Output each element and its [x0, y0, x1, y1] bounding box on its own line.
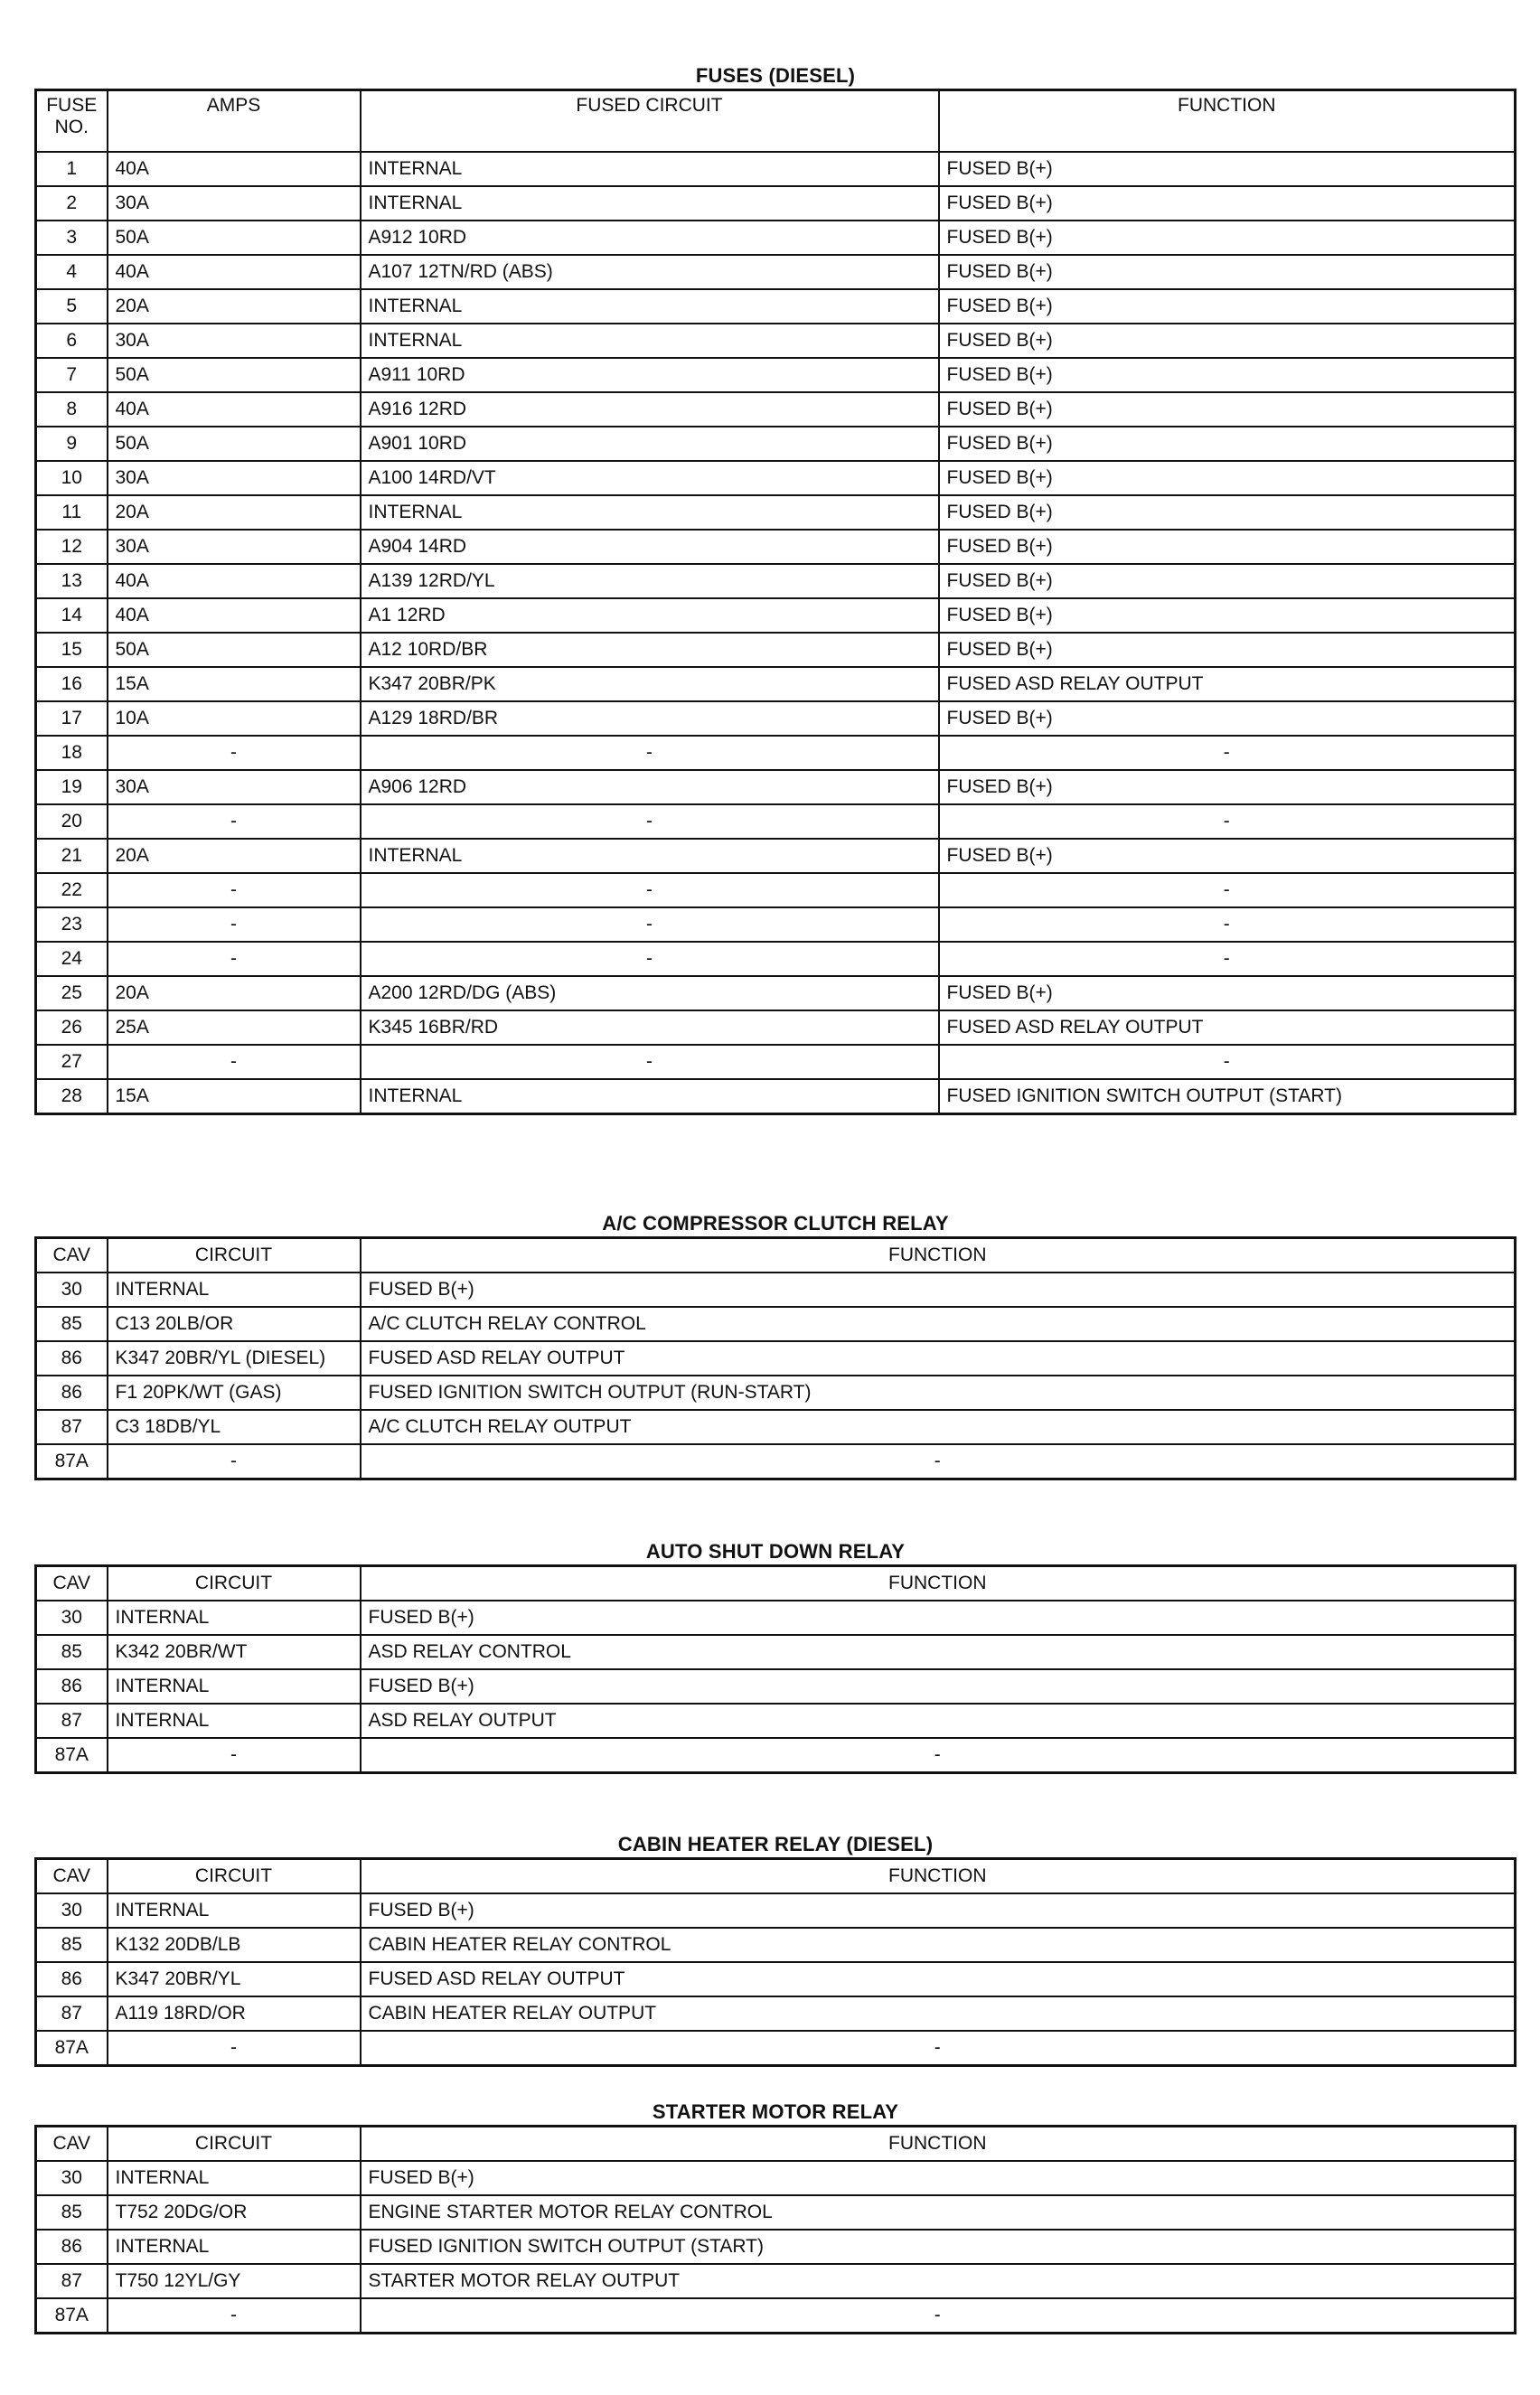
table-cell: ASD RELAY CONTROL — [361, 1635, 1516, 1669]
table-row — [36, 1444, 1516, 1479]
asd-relay-body — [36, 1601, 1516, 1773]
table-cell: FUSED B(+) — [939, 564, 1516, 598]
table-cell: 7 — [36, 358, 108, 392]
table-cell: - — [361, 942, 939, 976]
table-cell: 50A — [108, 221, 361, 255]
table-cell: FUSED ASD RELAY OUTPUT — [361, 1962, 1516, 1996]
ac-relay-section — [34, 1211, 1517, 1480]
table-cell: 20A — [108, 839, 361, 873]
table-cell: 87 — [36, 1410, 108, 1444]
table-cell: 40A — [108, 392, 361, 427]
table-cell: 86 — [36, 2230, 108, 2264]
table-cell: A901 10RD — [361, 427, 939, 461]
table-cell: INTERNAL — [108, 2230, 361, 2264]
header-function: FUNCTION — [361, 1238, 1516, 1273]
table-cell: FUSED B(+) — [939, 598, 1516, 633]
table-cell: 30 — [36, 2161, 108, 2195]
table-cell: K347 20BR/YL — [108, 1962, 361, 1996]
table-row — [36, 1410, 1516, 1444]
table-row — [36, 1704, 1516, 1738]
table-row — [36, 839, 1516, 873]
table-cell: 30A — [108, 530, 361, 564]
table-cell: 30A — [108, 770, 361, 804]
table-cell: K347 20BR/PK — [361, 667, 939, 701]
table-cell: INTERNAL — [361, 152, 939, 186]
table-row — [36, 667, 1516, 701]
table-cell: - — [361, 736, 939, 770]
table-cell: A/C CLUTCH RELAY CONTROL — [361, 1307, 1516, 1341]
table-cell: 85 — [36, 1307, 108, 1341]
starter-relay-section — [34, 2099, 1517, 2334]
table-cell: 87A — [36, 2298, 108, 2334]
table-cell: 40A — [108, 255, 361, 289]
table-cell: FUSED B(+) — [939, 701, 1516, 736]
table-cell: 85 — [36, 1635, 108, 1669]
table-cell: FUSED B(+) — [361, 1669, 1516, 1704]
table-cell: T750 12YL/GY — [108, 2264, 361, 2298]
table-row — [36, 255, 1516, 289]
header-function: FUNCTION — [361, 1566, 1516, 1601]
asd-relay-title: AUTO SHUT DOWN RELAY — [645, 1540, 906, 1563]
table-cell: 85 — [36, 1928, 108, 1962]
table-cell: 16 — [36, 667, 108, 701]
table-cell: 87 — [36, 1996, 108, 2031]
table-cell: 30 — [36, 1273, 108, 1307]
table-row — [36, 1601, 1516, 1635]
table-cell: INTERNAL — [108, 1893, 361, 1928]
table-cell: - — [361, 2298, 1516, 2334]
header-function: FUNCTION — [361, 1859, 1516, 1894]
table-cell: FUSED B(+) — [939, 289, 1516, 324]
table-row — [36, 1079, 1516, 1114]
table-cell: FUSED B(+) — [361, 1601, 1516, 1635]
table-cell: A1 12RD — [361, 598, 939, 633]
table-row — [36, 2230, 1516, 2264]
table-cell: 15A — [108, 1079, 361, 1114]
table-cell: - — [108, 736, 361, 770]
cabin-relay-title: CABIN HEATER RELAY (DIESEL) — [617, 1833, 934, 1855]
asd-relay-section — [34, 1539, 1517, 1774]
table-row — [36, 736, 1516, 770]
table-cell: CABIN HEATER RELAY CONTROL — [361, 1928, 1516, 1962]
starter-relay-title: STARTER MOTOR RELAY — [652, 2100, 899, 2123]
header-fuse-no: FUSE NO. — [36, 90, 108, 153]
table-row — [36, 564, 1516, 598]
table-row — [36, 976, 1516, 1010]
table-cell: 27 — [36, 1045, 108, 1079]
table-row — [36, 2195, 1516, 2230]
table-cell: 30 — [36, 1893, 108, 1928]
table-cell: INTERNAL — [361, 495, 939, 530]
table-cell: FUSED B(+) — [939, 186, 1516, 221]
header-function: FUNCTION — [361, 2127, 1516, 2162]
table-row — [36, 1962, 1516, 1996]
table-cell: 5 — [36, 289, 108, 324]
table-cell: - — [939, 907, 1516, 942]
table-row — [36, 1010, 1516, 1045]
table-cell: 30A — [108, 461, 361, 495]
table-cell: K347 20BR/YL (DIESEL) — [108, 1341, 361, 1376]
table-row — [36, 1635, 1516, 1669]
cabin-relay-section — [34, 1832, 1517, 2067]
table-cell: A911 10RD — [361, 358, 939, 392]
table-cell: - — [108, 873, 361, 907]
table-cell: 30A — [108, 186, 361, 221]
table-cell: 87A — [36, 2031, 108, 2066]
table-row — [36, 221, 1516, 255]
table-cell: 11 — [36, 495, 108, 530]
table-cell: INTERNAL — [361, 1079, 939, 1114]
table-cell: FUSED B(+) — [939, 255, 1516, 289]
table-cell: - — [361, 1444, 1516, 1479]
table-cell: 50A — [108, 358, 361, 392]
table-cell: FUSED B(+) — [939, 839, 1516, 873]
table-cell: 87A — [36, 1738, 108, 1773]
header-cav: CAV — [36, 1566, 108, 1601]
table-cell: INTERNAL — [108, 1601, 361, 1635]
table-row — [36, 2031, 1516, 2066]
table-cell: 8 — [36, 392, 108, 427]
header-circuit: CIRCUIT — [108, 1859, 361, 1894]
table-row — [36, 1376, 1516, 1410]
table-cell: 20A — [108, 289, 361, 324]
table-cell: 25 — [36, 976, 108, 1010]
table-cell: - — [108, 942, 361, 976]
table-row — [36, 495, 1516, 530]
table-row — [36, 1669, 1516, 1704]
table-cell: 9 — [36, 427, 108, 461]
table-cell: - — [939, 736, 1516, 770]
table-cell: INTERNAL — [108, 1669, 361, 1704]
table-cell: - — [361, 1738, 1516, 1773]
table-cell: FUSED B(+) — [939, 221, 1516, 255]
table-row — [36, 1045, 1516, 1079]
asd-relay-table — [34, 1564, 1517, 1774]
table-cell: 23 — [36, 907, 108, 942]
table-cell: 20 — [36, 804, 108, 839]
table-cell: FUSED B(+) — [939, 461, 1516, 495]
table-row — [36, 530, 1516, 564]
table-row — [36, 804, 1516, 839]
table-cell: 87 — [36, 1704, 108, 1738]
header-cav: CAV — [36, 1859, 108, 1894]
table-cell: - — [939, 804, 1516, 839]
table-cell: - — [361, 1045, 939, 1079]
table-cell: 1 — [36, 152, 108, 186]
fuses-body — [36, 152, 1516, 1114]
table-cell: 87 — [36, 2264, 108, 2298]
table-cell: 30A — [108, 324, 361, 358]
table-cell: A200 12RD/DG (ABS) — [361, 976, 939, 1010]
table-cell: A100 14RD/VT — [361, 461, 939, 495]
header-cav: CAV — [36, 2127, 108, 2162]
table-cell: FUSED IGNITION SWITCH OUTPUT (START) — [939, 1079, 1516, 1114]
table-cell: - — [108, 907, 361, 942]
table-cell: - — [108, 1444, 361, 1479]
table-row — [36, 1273, 1516, 1307]
table-cell: 26 — [36, 1010, 108, 1045]
table-cell: A904 14RD — [361, 530, 939, 564]
table-cell: 86 — [36, 1376, 108, 1410]
table-cell: 3 — [36, 221, 108, 255]
table-cell: C13 20LB/OR — [108, 1307, 361, 1341]
table-cell: FUSED IGNITION SWITCH OUTPUT (RUN-START) — [361, 1376, 1516, 1410]
table-cell: 20A — [108, 495, 361, 530]
table-row — [36, 907, 1516, 942]
table-row — [36, 186, 1516, 221]
table-cell: FUSED B(+) — [939, 358, 1516, 392]
table-row — [36, 289, 1516, 324]
table-cell: T752 20DG/OR — [108, 2195, 361, 2230]
table-cell: 85 — [36, 2195, 108, 2230]
table-row — [36, 770, 1516, 804]
table-row — [36, 2298, 1516, 2334]
table-cell: INTERNAL — [361, 324, 939, 358]
table-cell: 21 — [36, 839, 108, 873]
table-cell: FUSED B(+) — [939, 427, 1516, 461]
header-cav: CAV — [36, 1238, 108, 1273]
header-fused-circuit: FUSED CIRCUIT — [361, 90, 939, 153]
table-row — [36, 942, 1516, 976]
table-row — [36, 1893, 1516, 1928]
table-cell: FUSED ASD RELAY OUTPUT — [939, 1010, 1516, 1045]
table-cell: - — [108, 2298, 361, 2334]
table-cell: FUSED B(+) — [939, 392, 1516, 427]
table-cell: FUSED B(+) — [939, 152, 1516, 186]
table-row — [36, 1341, 1516, 1376]
table-cell: 2 — [36, 186, 108, 221]
table-cell: 86 — [36, 1669, 108, 1704]
header-circuit: CIRCUIT — [108, 1238, 361, 1273]
table-row — [36, 633, 1516, 667]
table-cell: A107 12TN/RD (ABS) — [361, 255, 939, 289]
table-row — [36, 701, 1516, 736]
table-cell: - — [939, 1045, 1516, 1079]
ac-relay-table — [34, 1236, 1517, 1480]
table-cell: INTERNAL — [361, 289, 939, 324]
table-cell: 10 — [36, 461, 108, 495]
table-cell: 50A — [108, 633, 361, 667]
table-cell: - — [361, 2031, 1516, 2066]
table-cell: FUSED ASD RELAY OUTPUT — [939, 667, 1516, 701]
table-row — [36, 358, 1516, 392]
table-cell: 40A — [108, 598, 361, 633]
ac-relay-title: A/C COMPRESSOR CLUTCH RELAY — [602, 1212, 949, 1235]
table-cell: - — [939, 942, 1516, 976]
ac-relay-body — [36, 1273, 1516, 1479]
table-cell: 12 — [36, 530, 108, 564]
table-cell: 24 — [36, 942, 108, 976]
table-cell: FUSED B(+) — [939, 633, 1516, 667]
table-cell: 15A — [108, 667, 361, 701]
table-cell: - — [108, 1738, 361, 1773]
table-cell: 87A — [36, 1444, 108, 1479]
table-cell: 18 — [36, 736, 108, 770]
table-cell: - — [939, 873, 1516, 907]
table-cell: 6 — [36, 324, 108, 358]
table-cell: 19 — [36, 770, 108, 804]
table-cell: 17 — [36, 701, 108, 736]
table-cell: A/C CLUTCH RELAY OUTPUT — [361, 1410, 1516, 1444]
table-cell: A129 18RD/BR — [361, 701, 939, 736]
table-row — [36, 1996, 1516, 2031]
fuses-table — [34, 89, 1517, 1115]
cabin-relay-body — [36, 1893, 1516, 2066]
table-cell: A906 12RD — [361, 770, 939, 804]
table-cell: INTERNAL — [108, 1273, 361, 1307]
table-cell: 86 — [36, 1962, 108, 1996]
table-row — [36, 2264, 1516, 2298]
table-cell: 14 — [36, 598, 108, 633]
cabin-relay-table — [34, 1857, 1517, 2067]
table-cell: - — [108, 804, 361, 839]
table-cell: 4 — [36, 255, 108, 289]
table-cell: INTERNAL — [108, 2161, 361, 2195]
table-row — [36, 392, 1516, 427]
table-cell: FUSED IGNITION SWITCH OUTPUT (START) — [361, 2230, 1516, 2264]
table-cell: INTERNAL — [361, 186, 939, 221]
table-row — [36, 1307, 1516, 1341]
table-row — [36, 324, 1516, 358]
header-circuit: CIRCUIT — [108, 2127, 361, 2162]
table-cell: 22 — [36, 873, 108, 907]
table-cell: FUSED B(+) — [939, 324, 1516, 358]
table-cell: 15 — [36, 633, 108, 667]
table-cell: FUSED B(+) — [361, 1893, 1516, 1928]
table-cell: K132 20DB/LB — [108, 1928, 361, 1962]
header-amps: AMPS — [108, 90, 361, 153]
table-cell: A119 18RD/OR — [108, 1996, 361, 2031]
table-cell: INTERNAL — [108, 1704, 361, 1738]
table-cell: - — [361, 907, 939, 942]
starter-relay-body — [36, 2161, 1516, 2334]
table-cell: ASD RELAY OUTPUT — [361, 1704, 1516, 1738]
table-cell: FUSED B(+) — [361, 2161, 1516, 2195]
table-cell: 13 — [36, 564, 108, 598]
table-cell: STARTER MOTOR RELAY OUTPUT — [361, 2264, 1516, 2298]
table-row — [36, 2161, 1516, 2195]
table-cell: 20A — [108, 976, 361, 1010]
table-cell: INTERNAL — [361, 839, 939, 873]
fuses-section — [34, 63, 1517, 1115]
table-cell: 28 — [36, 1079, 108, 1114]
table-cell: A916 12RD — [361, 392, 939, 427]
table-cell: K345 16BR/RD — [361, 1010, 939, 1045]
table-cell: ENGINE STARTER MOTOR RELAY CONTROL — [361, 2195, 1516, 2230]
table-cell: 40A — [108, 564, 361, 598]
table-cell: FUSED ASD RELAY OUTPUT — [361, 1341, 1516, 1376]
header-function: FUNCTION — [939, 90, 1516, 153]
table-row — [36, 152, 1516, 186]
table-cell: K342 20BR/WT — [108, 1635, 361, 1669]
table-cell: FUSED B(+) — [939, 495, 1516, 530]
table-cell: - — [361, 804, 939, 839]
table-cell: 30 — [36, 1601, 108, 1635]
table-cell: A139 12RD/YL — [361, 564, 939, 598]
table-row — [36, 1738, 1516, 1773]
table-cell: F1 20PK/WT (GAS) — [108, 1376, 361, 1410]
table-row — [36, 427, 1516, 461]
starter-relay-table — [34, 2125, 1517, 2334]
table-cell: - — [108, 1045, 361, 1079]
table-cell: FUSED B(+) — [939, 530, 1516, 564]
table-row — [36, 873, 1516, 907]
header-circuit: CIRCUIT — [108, 1566, 361, 1601]
fuses-title: FUSES (DIESEL) — [695, 64, 856, 87]
table-cell: FUSED B(+) — [361, 1273, 1516, 1307]
table-row — [36, 1928, 1516, 1962]
table-row — [36, 461, 1516, 495]
table-row — [36, 598, 1516, 633]
table-cell: FUSED B(+) — [939, 770, 1516, 804]
table-cell: 10A — [108, 701, 361, 736]
table-cell: FUSED B(+) — [939, 976, 1516, 1010]
table-cell: 25A — [108, 1010, 361, 1045]
table-cell: A912 10RD — [361, 221, 939, 255]
table-cell: 40A — [108, 152, 361, 186]
table-cell: C3 18DB/YL — [108, 1410, 361, 1444]
table-cell: - — [108, 2031, 361, 2066]
table-cell: A12 10RD/BR — [361, 633, 939, 667]
table-cell: 50A — [108, 427, 361, 461]
table-cell: CABIN HEATER RELAY OUTPUT — [361, 1996, 1516, 2031]
table-cell: - — [361, 873, 939, 907]
table-cell: 86 — [36, 1341, 108, 1376]
